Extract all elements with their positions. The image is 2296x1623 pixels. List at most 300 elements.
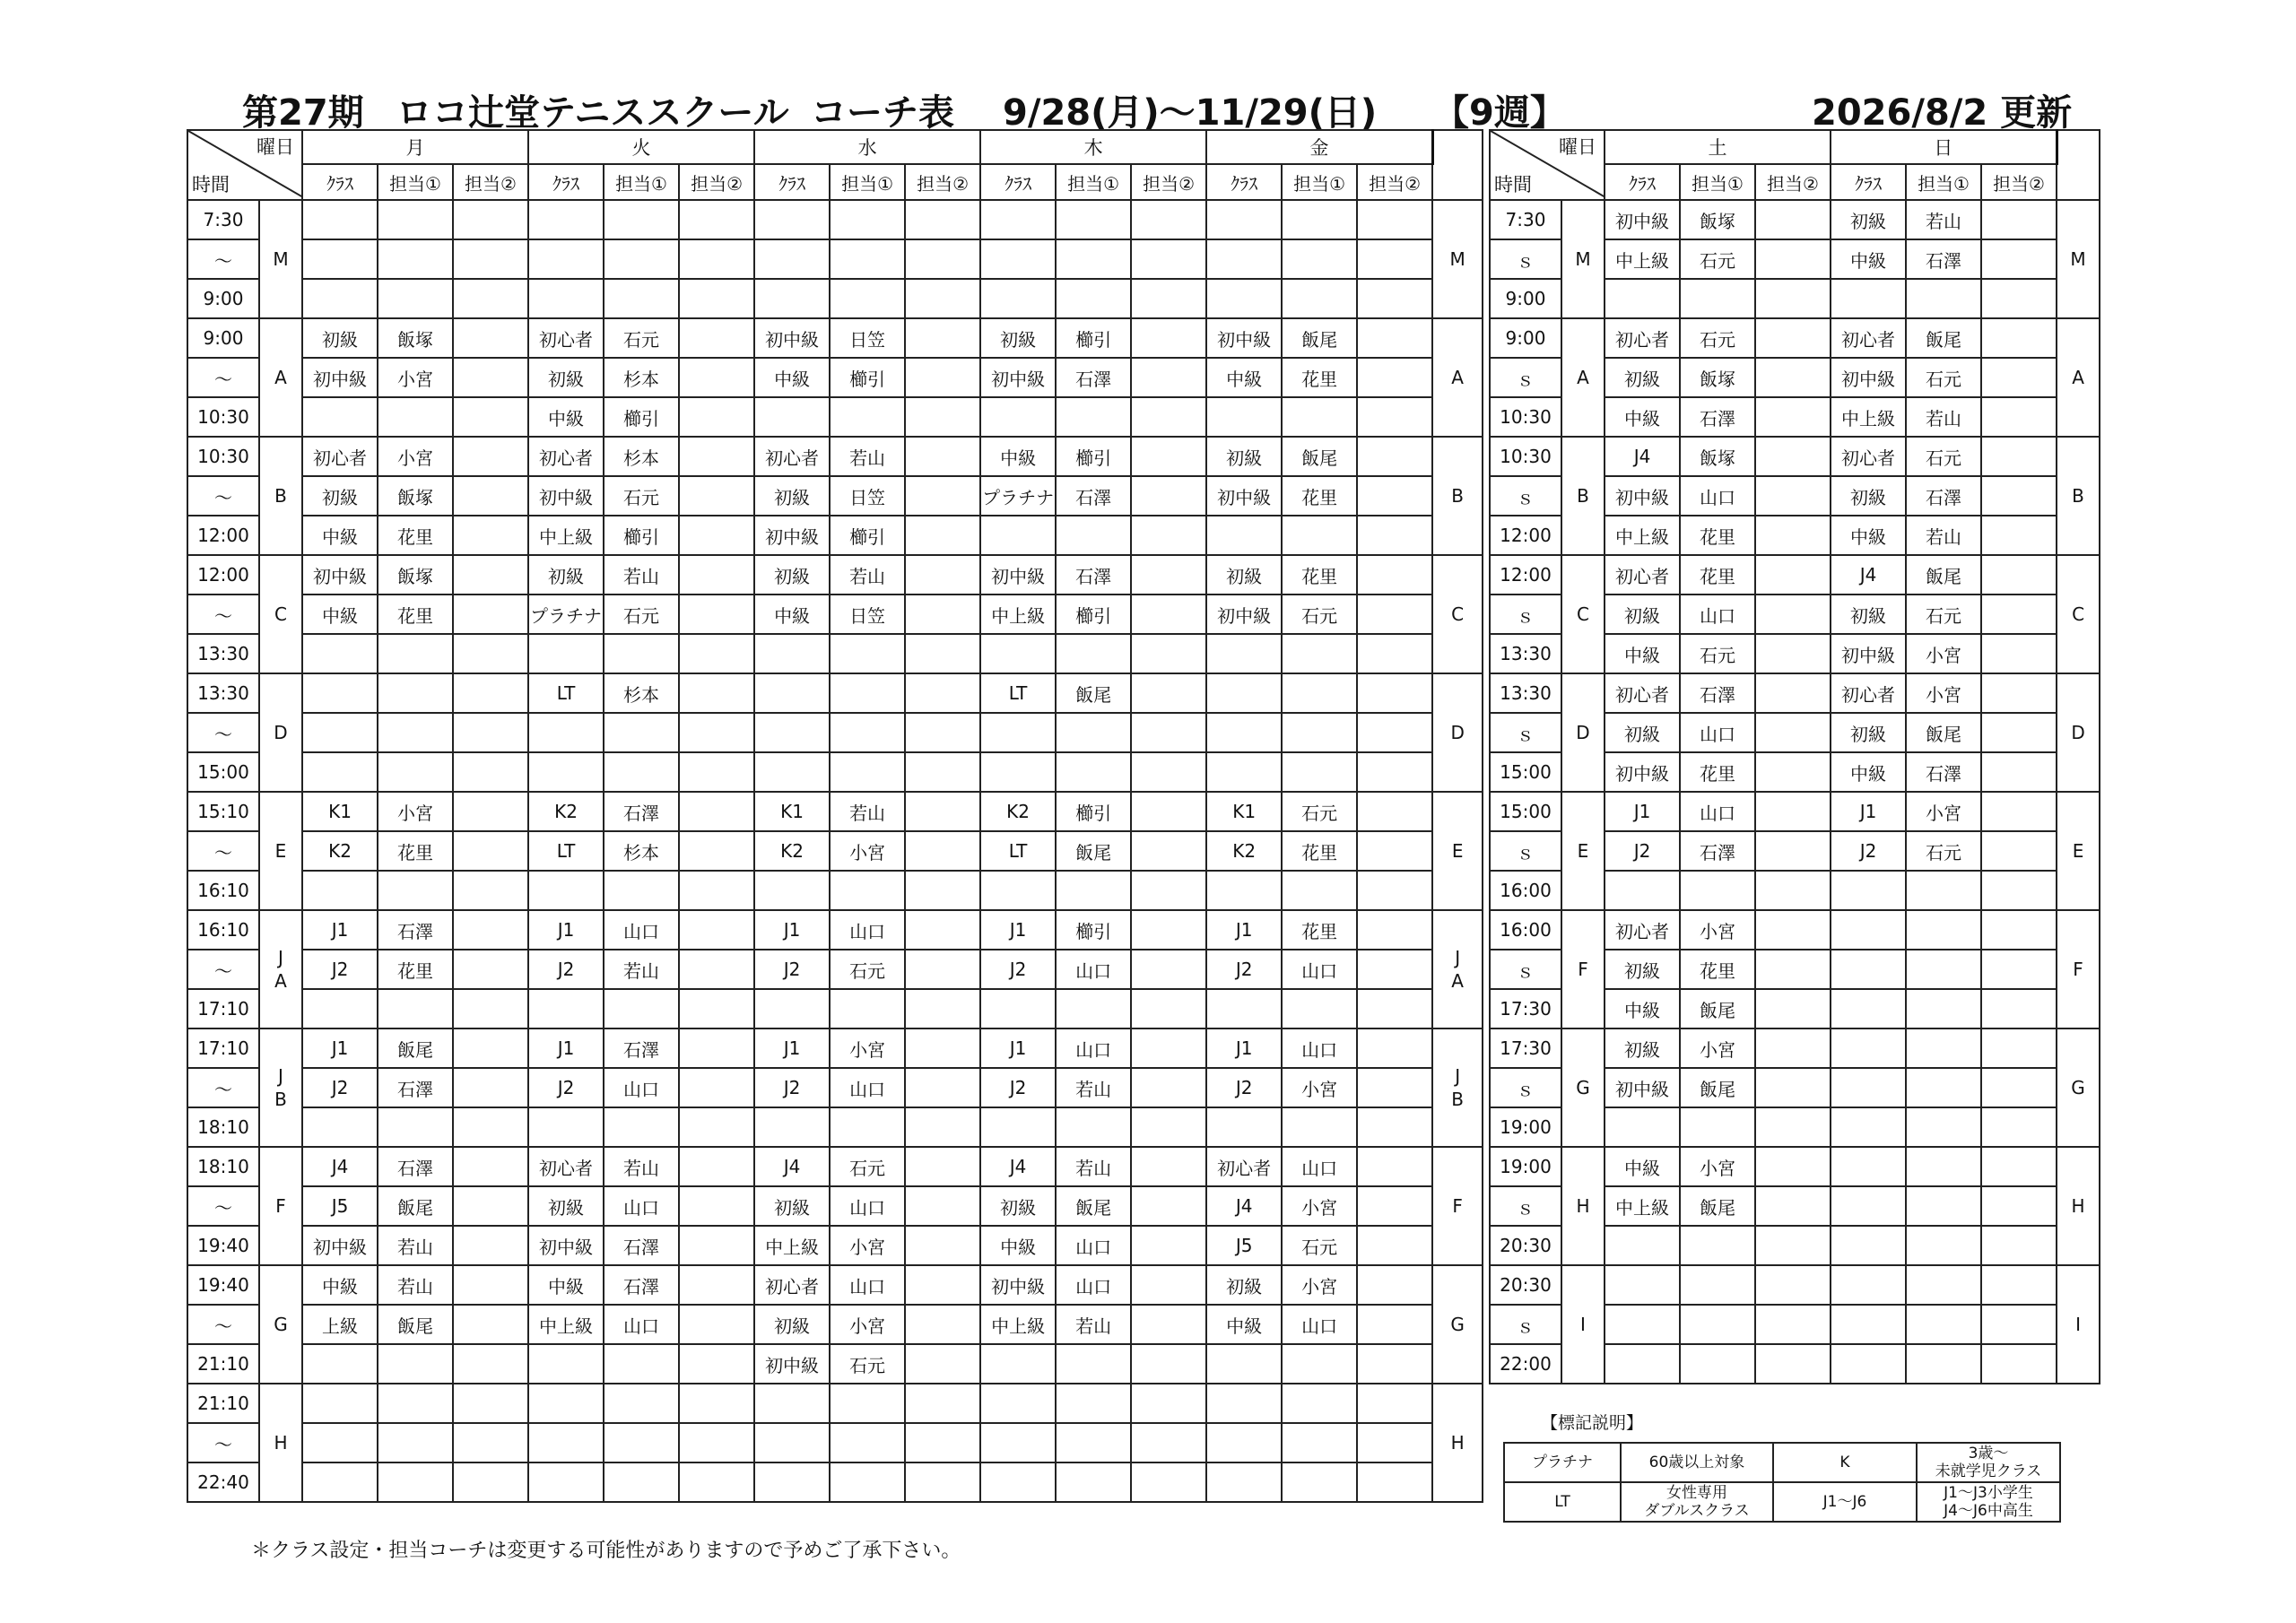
coach-cell	[1357, 673, 1432, 713]
coach-cell: 小宮	[1282, 1265, 1357, 1305]
coach-cell: 山口	[604, 1186, 679, 1226]
coach-cell	[1981, 1068, 2057, 1107]
class-cell	[1206, 634, 1282, 673]
slot-code-right-label: D	[2071, 722, 2085, 743]
class-cell	[528, 1344, 604, 1384]
coach-cell: 花里	[1282, 476, 1357, 516]
coach-cell	[1131, 910, 1206, 950]
coach-cell: 飯尾	[378, 1305, 453, 1344]
coach-cell	[679, 200, 754, 239]
class-cell: 初級	[528, 1186, 604, 1226]
class-cell: 中級	[302, 516, 378, 555]
slot-code-label: H	[274, 1432, 288, 1454]
coach-cell	[830, 989, 905, 1028]
weekend-schedule-table	[1489, 129, 2100, 1384]
coach-cell	[1755, 1226, 1831, 1265]
class-cell: 初級	[754, 1186, 830, 1226]
class-cell: 初級	[528, 555, 604, 595]
coach-cell: 石澤	[604, 1226, 679, 1265]
coach-cell	[1981, 831, 2057, 871]
class-cell	[980, 239, 1056, 279]
column-header-c2: 担当②	[1755, 164, 1831, 200]
coach-cell	[1755, 752, 1831, 792]
coach-cell	[830, 200, 905, 239]
coach-cell: 櫛引	[830, 516, 905, 555]
coach-cell: 石元	[830, 950, 905, 989]
class-cell	[980, 989, 1056, 1028]
class-cell	[1206, 239, 1282, 279]
coach-cell: 若山	[604, 555, 679, 595]
class-cell: 初中級	[980, 358, 1056, 397]
time-cell: 7:30	[187, 200, 259, 239]
coach-cell	[1680, 1344, 1755, 1384]
column-header-c2: 担当②	[1357, 164, 1432, 200]
time-cell: ｓ	[1490, 239, 1561, 279]
slot-code-right-label: E	[1451, 840, 1464, 862]
table-row	[187, 200, 1483, 239]
slot-code-right-label: J A	[1451, 947, 1464, 992]
coach-cell: 小宮	[830, 1226, 905, 1265]
slot-code-label: B	[1577, 485, 1589, 507]
table-row	[187, 437, 1483, 476]
coach-cell	[1981, 595, 2057, 634]
coach-cell: 花里	[1680, 555, 1755, 595]
coach-cell: 若山	[830, 792, 905, 831]
coach-cell	[1755, 318, 1831, 358]
title-weeks: 【9週】	[1433, 92, 1566, 134]
coach-cell: 若山	[1056, 1305, 1131, 1344]
coach-cell	[1357, 476, 1432, 516]
coach-cell	[679, 634, 754, 673]
table-row	[187, 595, 1483, 634]
class-cell: 初心者	[754, 437, 830, 476]
coach-cell: 小宮	[1282, 1186, 1357, 1226]
class-cell: J1	[302, 910, 378, 950]
column-header-c2: 担当②	[1131, 164, 1206, 200]
coach-cell	[1981, 1344, 2057, 1384]
coach-cell	[1056, 239, 1131, 279]
coach-cell: 山口	[830, 910, 905, 950]
class-cell	[528, 634, 604, 673]
table-row	[1490, 437, 2100, 476]
coach-cell	[1981, 358, 2057, 397]
class-cell: LT	[528, 673, 604, 713]
coach-cell	[1906, 1305, 1981, 1344]
coach-cell: 山口	[1056, 1028, 1131, 1068]
class-cell: J2	[980, 1068, 1056, 1107]
slot-code-label: B	[274, 485, 287, 507]
coach-cell: 石元	[1680, 318, 1755, 358]
class-cell: J4	[1831, 555, 1906, 595]
time-cell: 15:00	[187, 752, 259, 792]
coach-cell	[1056, 871, 1131, 910]
coach-cell: 花里	[1680, 950, 1755, 989]
coach-cell	[1981, 476, 2057, 516]
coach-cell	[1357, 1305, 1432, 1344]
slot-code	[259, 792, 302, 910]
coach-cell	[905, 476, 980, 516]
legend-title: 【標記説明】	[1541, 1413, 1644, 1433]
time-cell: 19:00	[1490, 1147, 1561, 1186]
coach-cell: 山口	[604, 1068, 679, 1107]
slot-code-right	[1432, 200, 1483, 318]
coach-cell	[1131, 595, 1206, 634]
coach-cell	[905, 279, 980, 318]
class-cell	[1206, 713, 1282, 752]
header-row-columns	[187, 164, 1483, 200]
coach-cell	[1755, 871, 1831, 910]
table-row	[187, 792, 1483, 831]
coach-cell	[905, 871, 980, 910]
class-cell: 初心者	[754, 1265, 830, 1305]
coach-cell	[1755, 634, 1831, 673]
class-cell: 初中級	[528, 1226, 604, 1265]
class-cell	[1831, 279, 1906, 318]
coach-cell	[905, 200, 980, 239]
class-cell	[980, 871, 1056, 910]
class-cell: 初中級	[302, 358, 378, 397]
coach-cell: 飯尾	[378, 1028, 453, 1068]
coach-cell	[905, 1265, 980, 1305]
coach-cell	[378, 673, 453, 713]
table-row	[1490, 200, 2100, 239]
class-cell	[302, 1384, 378, 1423]
class-cell	[302, 1344, 378, 1384]
coach-cell: 飯尾	[1056, 831, 1131, 871]
legend-row	[1504, 1443, 2060, 1482]
coach-cell	[905, 318, 980, 358]
coach-cell	[830, 239, 905, 279]
table-row	[187, 1226, 1483, 1265]
class-cell	[528, 713, 604, 752]
youbi-label: 曜日	[1559, 136, 1596, 158]
class-cell: 中級	[1206, 358, 1282, 397]
slot-code-right	[2057, 1147, 2100, 1265]
class-cell	[754, 279, 830, 318]
class-cell	[302, 634, 378, 673]
coach-cell	[1357, 752, 1432, 792]
coach-cell	[1981, 516, 2057, 555]
coach-cell: 花里	[1680, 752, 1755, 792]
right-code-header	[2057, 130, 2100, 200]
class-cell	[754, 634, 830, 673]
class-cell: 中級	[528, 397, 604, 437]
class-cell: 中上級	[754, 1226, 830, 1265]
class-cell: K1	[754, 792, 830, 831]
coach-cell	[830, 397, 905, 437]
coach-cell	[1131, 1265, 1206, 1305]
class-cell	[980, 713, 1056, 752]
class-cell: J1	[528, 1028, 604, 1068]
table-row	[187, 397, 1483, 437]
class-cell: J4	[980, 1147, 1056, 1186]
time-cell: 16:00	[1490, 910, 1561, 950]
class-cell: 初心者	[1605, 318, 1680, 358]
table-row	[187, 634, 1483, 673]
legend-table	[1503, 1442, 2061, 1523]
coach-cell	[1981, 950, 2057, 989]
coach-cell	[1131, 279, 1206, 318]
class-cell	[754, 871, 830, 910]
table-row	[187, 831, 1483, 871]
table-row	[187, 516, 1483, 555]
coach-cell	[1755, 595, 1831, 634]
coach-cell: 山口	[1282, 1147, 1357, 1186]
slot-code-right	[1432, 1028, 1483, 1147]
time-cell: ～	[187, 713, 259, 752]
table-row	[1490, 792, 2100, 831]
class-cell	[302, 673, 378, 713]
class-cell: 初心者	[1206, 1147, 1282, 1186]
coach-cell: 石澤	[378, 910, 453, 950]
class-cell: プラチナ	[528, 595, 604, 634]
time-cell: 10:30	[1490, 397, 1561, 437]
coach-cell: 若山	[1906, 200, 1981, 239]
coach-cell: 小宮	[1680, 1028, 1755, 1068]
class-cell: J2	[1206, 1068, 1282, 1107]
class-cell	[302, 1423, 378, 1462]
class-cell: J5	[1206, 1226, 1282, 1265]
slot-code-right	[1432, 1384, 1483, 1502]
coach-cell: 小宮	[830, 831, 905, 871]
coach-cell	[1357, 437, 1432, 476]
coach-cell: 花里	[1282, 358, 1357, 397]
coach-cell: 石澤	[1056, 555, 1131, 595]
class-cell: 初級	[1605, 358, 1680, 397]
class-cell	[1605, 1226, 1680, 1265]
coach-cell: 飯塚	[378, 318, 453, 358]
coach-cell	[830, 713, 905, 752]
slot-code-right-label: F	[2073, 959, 2083, 980]
coach-cell: 石元	[830, 1344, 905, 1384]
coach-cell: 小宮	[1282, 1068, 1357, 1107]
class-cell: J2	[1605, 831, 1680, 871]
class-cell: 初級	[1206, 555, 1282, 595]
table-row	[187, 1147, 1483, 1186]
coach-cell	[1357, 713, 1432, 752]
coach-cell	[1056, 397, 1131, 437]
class-cell: J1	[980, 1028, 1056, 1068]
slot-code-right-label: E	[2072, 840, 2084, 862]
footnote: ＊クラス設定・担当コーチは変更する可能性がありますので予めご了承下さい。	[251, 1540, 961, 1562]
coach-cell	[453, 713, 528, 752]
coach-cell: 花里	[378, 595, 453, 634]
legend-cell: 女性専用 ダブルスクラス	[1621, 1482, 1773, 1522]
time-cell: 19:40	[187, 1226, 259, 1265]
coach-cell	[453, 1107, 528, 1147]
time-cell: ～	[187, 239, 259, 279]
time-cell: 19:40	[187, 1265, 259, 1305]
coach-cell	[1981, 1028, 2057, 1068]
slot-code-right-label: C	[2072, 603, 2085, 625]
coach-cell	[1357, 871, 1432, 910]
coach-cell	[1357, 1265, 1432, 1305]
class-cell: 初中級	[302, 555, 378, 595]
coach-cell	[453, 476, 528, 516]
slot-code-label: G	[274, 1314, 288, 1335]
class-cell: 初心者	[1605, 910, 1680, 950]
time-cell: 9:00	[187, 318, 259, 358]
coach-cell: 石澤	[378, 1147, 453, 1186]
coach-cell	[1981, 437, 2057, 476]
coach-cell	[453, 1344, 528, 1384]
class-cell	[302, 1107, 378, 1147]
coach-cell	[679, 1028, 754, 1068]
coach-cell	[1357, 1384, 1432, 1423]
slot-code-right-label: H	[2071, 1195, 2085, 1217]
class-cell	[1831, 1226, 1906, 1265]
coach-cell: 飯塚	[1680, 200, 1755, 239]
coach-cell	[1131, 437, 1206, 476]
class-cell: 初級	[1206, 1265, 1282, 1305]
coach-cell: 櫛引	[1056, 437, 1131, 476]
slot-code-right	[2057, 555, 2100, 673]
slot-code-right	[2057, 1028, 2100, 1147]
coach-cell	[1906, 871, 1981, 910]
table-row	[187, 555, 1483, 595]
class-cell	[528, 871, 604, 910]
table-row	[187, 871, 1483, 910]
class-cell: J4	[1206, 1186, 1282, 1226]
slot-code-label: C	[274, 603, 287, 625]
coach-cell: 山口	[1282, 1305, 1357, 1344]
class-cell: 上級	[302, 1305, 378, 1344]
coach-cell	[453, 1226, 528, 1265]
corner-diagonal	[188, 131, 301, 199]
weekday-schedule-table	[187, 129, 1483, 1503]
class-cell: J2	[754, 1068, 830, 1107]
coach-cell: 花里	[1680, 516, 1755, 555]
time-cell: 13:30	[187, 634, 259, 673]
class-cell: 初級	[1831, 200, 1906, 239]
class-cell	[980, 1462, 1056, 1502]
class-cell	[528, 1384, 604, 1423]
coach-cell: 石元	[1680, 634, 1755, 673]
class-cell: J2	[1831, 831, 1906, 871]
coach-cell	[604, 1344, 679, 1384]
coach-cell	[1282, 516, 1357, 555]
title-period: 9/28(月)～11/29(日)	[1003, 92, 1378, 134]
coach-cell	[1357, 200, 1432, 239]
coach-cell: 杉本	[604, 831, 679, 871]
coach-cell: 飯尾	[1680, 1186, 1755, 1226]
coach-cell	[453, 792, 528, 831]
coach-cell	[830, 871, 905, 910]
coach-cell	[604, 634, 679, 673]
coach-cell	[1755, 989, 1831, 1028]
time-cell: 17:10	[187, 989, 259, 1028]
coach-cell: 花里	[1282, 555, 1357, 595]
time-cell: 15:00	[1490, 752, 1561, 792]
class-cell: 初中級	[528, 476, 604, 516]
coach-cell	[1981, 1305, 2057, 1344]
coach-cell	[604, 713, 679, 752]
class-cell	[1206, 397, 1282, 437]
slot-code-label: A	[274, 367, 287, 388]
class-cell: 中級	[980, 1226, 1056, 1265]
coach-cell	[604, 239, 679, 279]
class-cell	[528, 1423, 604, 1462]
class-cell	[754, 1423, 830, 1462]
class-cell	[302, 397, 378, 437]
slot-code-right-label: F	[1452, 1195, 1463, 1217]
class-cell: 初級	[980, 1186, 1056, 1226]
coach-cell: 石澤	[604, 1028, 679, 1068]
coach-cell	[1357, 634, 1432, 673]
table-row	[1490, 318, 2100, 358]
slot-code	[1561, 673, 1605, 792]
coach-cell	[1282, 279, 1357, 318]
class-cell: J2	[528, 950, 604, 989]
coach-cell	[1755, 673, 1831, 713]
time-cell: ｓ	[1490, 950, 1561, 989]
legend-cell: 3歳～ 未就学児クラス	[1917, 1443, 2060, 1482]
coach-cell	[830, 1462, 905, 1502]
class-cell: 初級	[754, 1305, 830, 1344]
coach-cell	[453, 1265, 528, 1305]
page-title	[242, 84, 2081, 134]
slot-code	[1561, 1028, 1605, 1147]
coach-cell	[1131, 950, 1206, 989]
coach-cell	[1282, 1107, 1357, 1147]
coach-cell	[1755, 713, 1831, 752]
class-cell: 初心者	[1831, 318, 1906, 358]
slot-code-right-label: G	[1450, 1314, 1465, 1335]
coach-cell	[905, 1462, 980, 1502]
coach-cell	[679, 1305, 754, 1344]
slot-code-right	[1432, 1265, 1483, 1384]
coach-cell	[905, 792, 980, 831]
coach-cell	[1981, 1107, 2057, 1147]
class-cell	[754, 989, 830, 1028]
slot-code-label: C	[1577, 603, 1589, 625]
coach-cell	[1755, 1028, 1831, 1068]
coach-cell	[1056, 200, 1131, 239]
table-row	[187, 318, 1483, 358]
coach-cell: 飯尾	[1680, 1068, 1755, 1107]
coach-cell	[378, 239, 453, 279]
coach-cell	[453, 871, 528, 910]
class-cell: J2	[302, 1068, 378, 1107]
class-cell: 初級	[754, 555, 830, 595]
class-cell	[1831, 989, 1906, 1028]
coach-cell	[453, 516, 528, 555]
coach-cell	[905, 595, 980, 634]
slot-code	[259, 318, 302, 437]
coach-cell: 櫛引	[1056, 318, 1131, 358]
class-cell: 中級	[1605, 634, 1680, 673]
coach-cell	[1981, 752, 2057, 792]
coach-cell: 石元	[604, 476, 679, 516]
time-cell: 20:30	[1490, 1265, 1561, 1305]
coach-cell	[830, 1423, 905, 1462]
column-header-class: ｸﾗｽ	[1605, 164, 1680, 200]
coach-cell	[1131, 555, 1206, 595]
table-row	[187, 1305, 1483, 1344]
coach-cell	[1680, 871, 1755, 910]
class-cell	[1605, 1107, 1680, 1147]
coach-cell	[905, 1344, 980, 1384]
coach-cell	[1981, 279, 2057, 318]
class-cell: 中級	[1605, 397, 1680, 437]
time-cell: 20:30	[1490, 1226, 1561, 1265]
coach-cell: 石元	[1906, 595, 1981, 634]
coach-cell	[679, 792, 754, 831]
coach-cell	[1357, 1147, 1432, 1186]
coach-cell	[1131, 1068, 1206, 1107]
class-cell: 初級	[1605, 713, 1680, 752]
coach-cell	[453, 200, 528, 239]
